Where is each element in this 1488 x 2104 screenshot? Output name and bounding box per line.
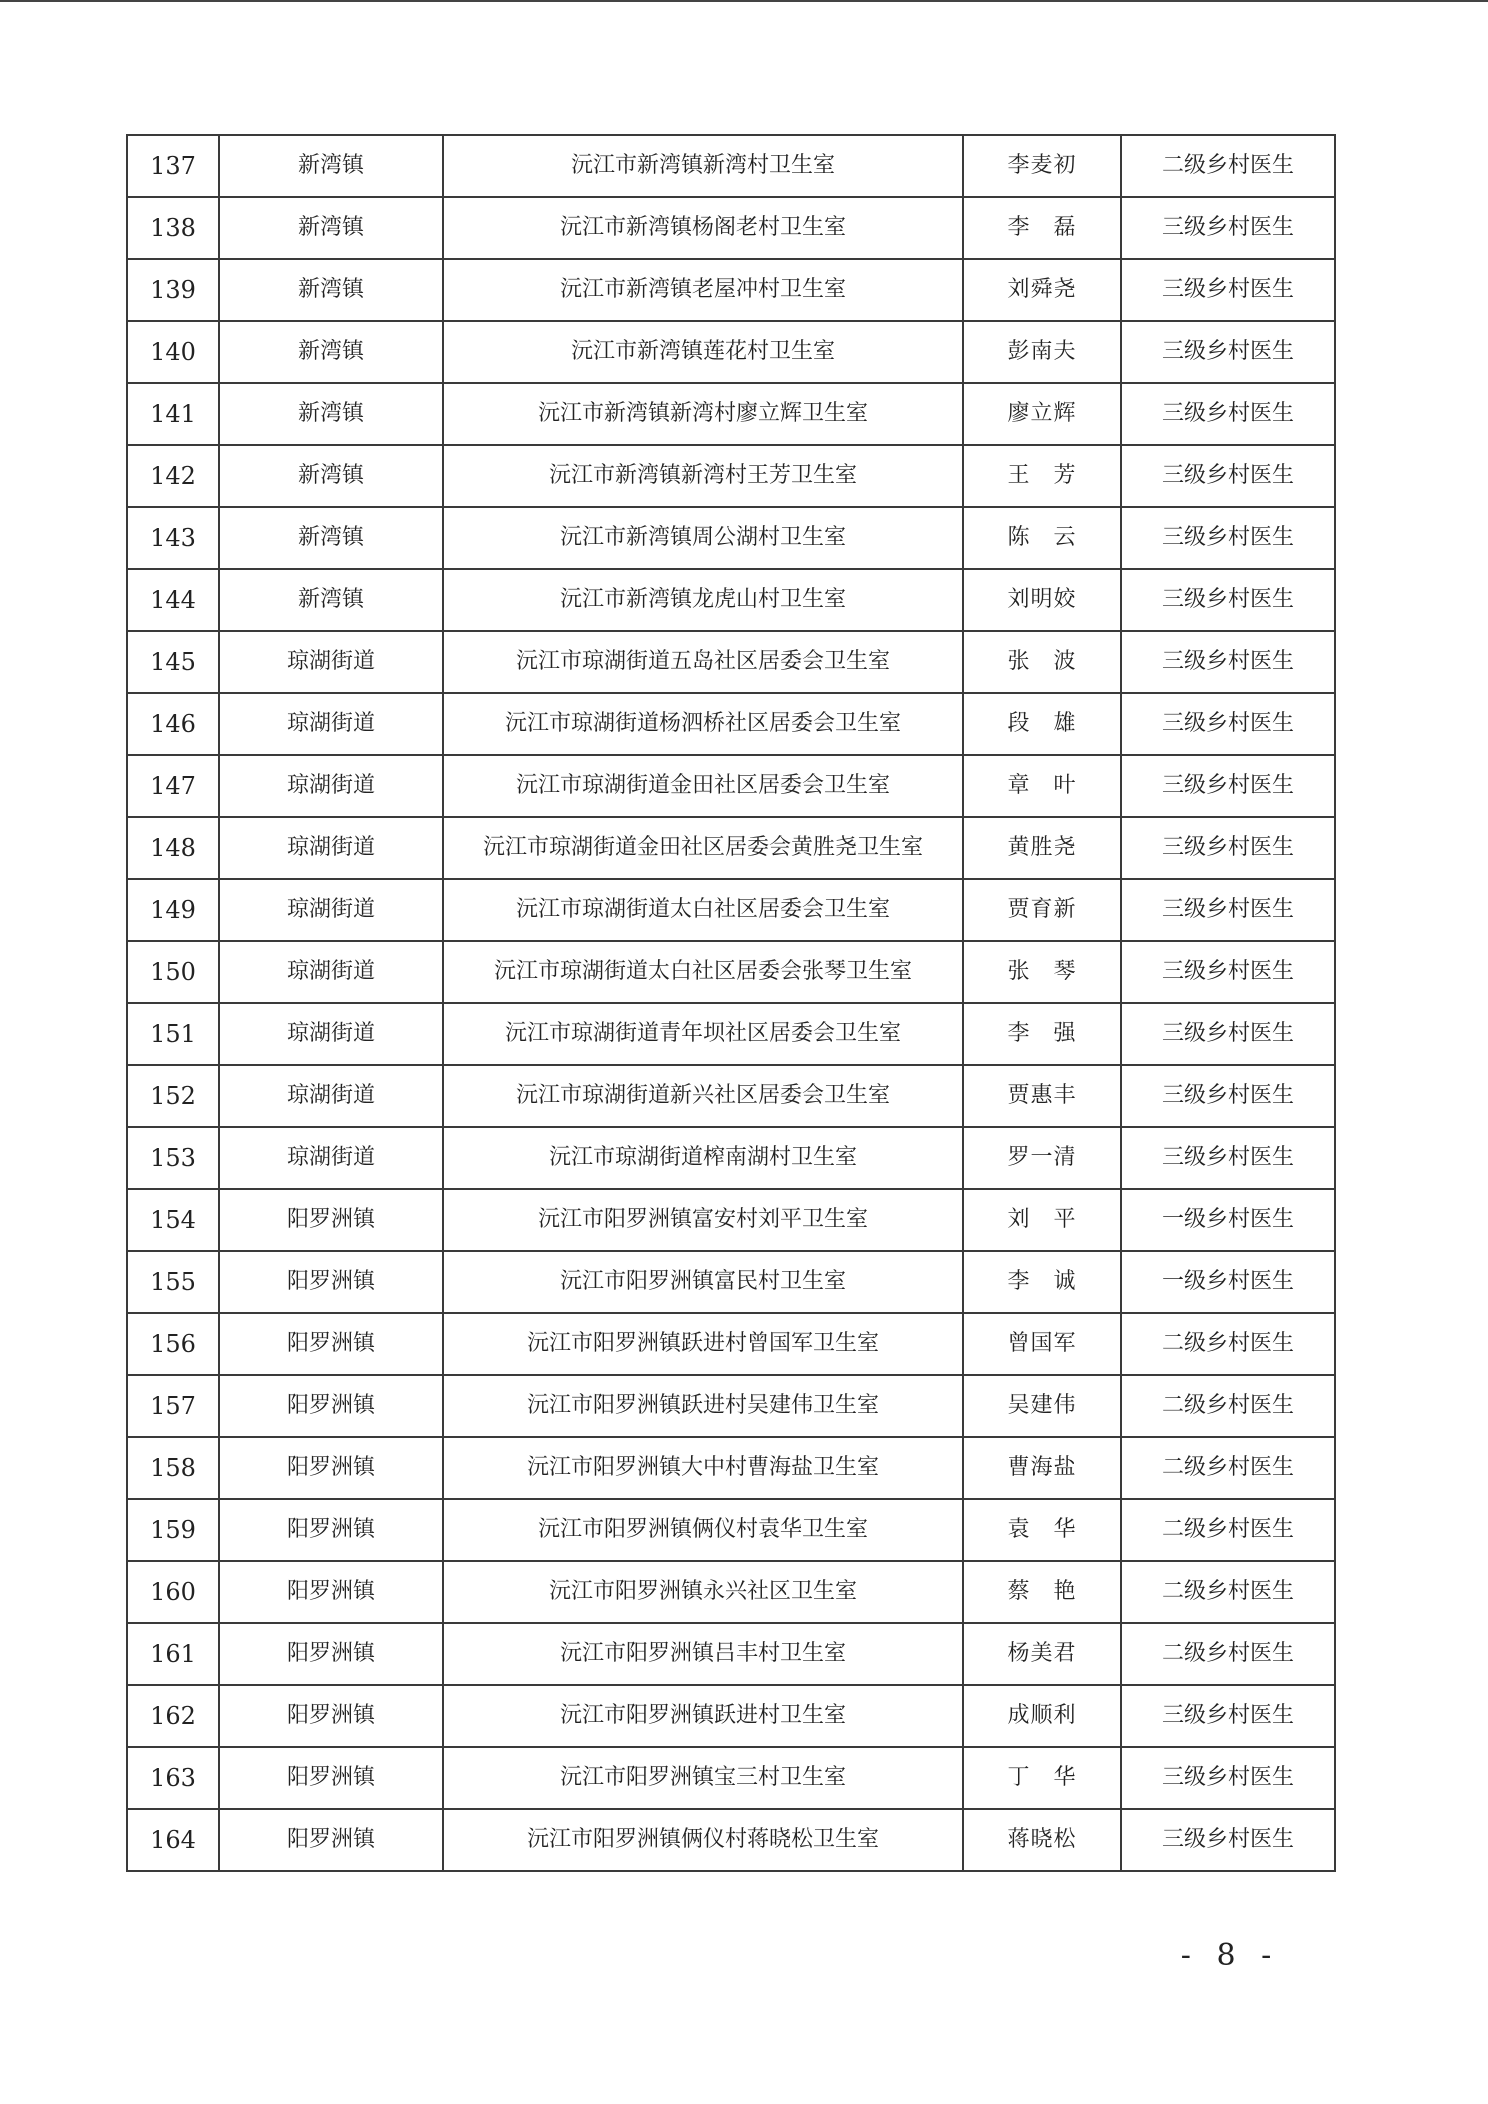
cell-doctor-level: 三级乡村医生 [1121, 817, 1335, 879]
table-row [127, 135, 1335, 197]
cell-serial-number: 152 [127, 1065, 219, 1127]
cell-town: 新湾镇 [219, 259, 443, 321]
cell-town: 阳罗洲镇 [219, 1809, 443, 1871]
cell-serial-number: 151 [127, 1003, 219, 1065]
table-row [127, 1809, 1335, 1871]
cell-clinic-name: 沅江市阳罗洲镇永兴社区卫生室 [443, 1561, 963, 1623]
cell-serial-number: 143 [127, 507, 219, 569]
table-row [127, 1561, 1335, 1623]
cell-town: 阳罗洲镇 [219, 1251, 443, 1313]
cell-doctor-level: 二级乡村医生 [1121, 1623, 1335, 1685]
table-row [127, 1065, 1335, 1127]
cell-serial-number: 142 [127, 445, 219, 507]
cell-town: 新湾镇 [219, 445, 443, 507]
cell-doctor-name: 廖立辉 [963, 383, 1121, 445]
cell-clinic-name: 沅江市新湾镇新湾村卫生室 [443, 135, 963, 197]
cell-serial-number: 137 [127, 135, 219, 197]
clinic-doctor-table [126, 134, 1336, 1872]
cell-doctor-name: 成顺利 [963, 1685, 1121, 1747]
cell-town: 琼湖街道 [219, 879, 443, 941]
cell-serial-number: 153 [127, 1127, 219, 1189]
cell-doctor-level: 三级乡村医生 [1121, 941, 1335, 1003]
cell-clinic-name: 沅江市新湾镇周公湖村卫生室 [443, 507, 963, 569]
cell-town: 阳罗洲镇 [219, 1189, 443, 1251]
cell-doctor-level: 二级乡村医生 [1121, 1437, 1335, 1499]
cell-doctor-name: 李 强 [963, 1003, 1121, 1065]
cell-doctor-name: 李 诚 [963, 1251, 1121, 1313]
cell-town: 阳罗洲镇 [219, 1561, 443, 1623]
cell-clinic-name: 沅江市阳罗洲镇富安村刘平卫生室 [443, 1189, 963, 1251]
cell-doctor-level: 三级乡村医生 [1121, 1747, 1335, 1809]
top-border-line [0, 0, 1488, 2]
cell-doctor-name: 蒋晓松 [963, 1809, 1121, 1871]
cell-town: 阳罗洲镇 [219, 1499, 443, 1561]
cell-doctor-level: 三级乡村医生 [1121, 321, 1335, 383]
cell-doctor-level: 三级乡村医生 [1121, 1685, 1335, 1747]
cell-clinic-name: 沅江市阳罗洲镇俩仪村蒋晓松卫生室 [443, 1809, 963, 1871]
cell-clinic-name: 沅江市琼湖街道金田社区居委会卫生室 [443, 755, 963, 817]
cell-doctor-level: 一级乡村医生 [1121, 1189, 1335, 1251]
cell-serial-number: 155 [127, 1251, 219, 1313]
cell-town: 阳罗洲镇 [219, 1685, 443, 1747]
cell-doctor-name: 黄胜尧 [963, 817, 1121, 879]
cell-town: 阳罗洲镇 [219, 1375, 443, 1437]
cell-doctor-level: 三级乡村医生 [1121, 197, 1335, 259]
cell-doctor-level: 三级乡村医生 [1121, 383, 1335, 445]
table-row [127, 1685, 1335, 1747]
cell-serial-number: 146 [127, 693, 219, 755]
cell-clinic-name: 沅江市阳罗洲镇宝三村卫生室 [443, 1747, 963, 1809]
cell-serial-number: 157 [127, 1375, 219, 1437]
cell-town: 阳罗洲镇 [219, 1313, 443, 1375]
cell-clinic-name: 沅江市琼湖街道新兴社区居委会卫生室 [443, 1065, 963, 1127]
cell-town: 新湾镇 [219, 321, 443, 383]
cell-town: 琼湖街道 [219, 941, 443, 1003]
cell-serial-number: 141 [127, 383, 219, 445]
cell-doctor-level: 三级乡村医生 [1121, 631, 1335, 693]
cell-doctor-name: 张 琴 [963, 941, 1121, 1003]
cell-doctor-name: 曾国军 [963, 1313, 1121, 1375]
cell-clinic-name: 沅江市阳罗洲镇俩仪村袁华卫生室 [443, 1499, 963, 1561]
cell-town: 新湾镇 [219, 507, 443, 569]
cell-doctor-name: 丁 华 [963, 1747, 1121, 1809]
cell-doctor-level: 二级乡村医生 [1121, 1313, 1335, 1375]
cell-serial-number: 148 [127, 817, 219, 879]
cell-town: 新湾镇 [219, 569, 443, 631]
cell-serial-number: 144 [127, 569, 219, 631]
table-row [127, 1375, 1335, 1437]
table-row [127, 1003, 1335, 1065]
cell-serial-number: 138 [127, 197, 219, 259]
cell-doctor-level: 三级乡村医生 [1121, 1809, 1335, 1871]
cell-clinic-name: 沅江市新湾镇新湾村廖立辉卫生室 [443, 383, 963, 445]
table-row [127, 817, 1335, 879]
cell-town: 琼湖街道 [219, 1065, 443, 1127]
cell-serial-number: 139 [127, 259, 219, 321]
table-row [127, 507, 1335, 569]
cell-clinic-name: 沅江市琼湖街道青年坝社区居委会卫生室 [443, 1003, 963, 1065]
cell-serial-number: 156 [127, 1313, 219, 1375]
table-row [127, 1623, 1335, 1685]
cell-doctor-name: 刘舜尧 [963, 259, 1121, 321]
table-row [127, 1127, 1335, 1189]
cell-town: 琼湖街道 [219, 631, 443, 693]
page-number: - 8 - [1180, 1938, 1280, 1973]
cell-serial-number: 158 [127, 1437, 219, 1499]
cell-clinic-name: 沅江市琼湖街道杨泗桥社区居委会卫生室 [443, 693, 963, 755]
cell-doctor-name: 陈 云 [963, 507, 1121, 569]
cell-doctor-level: 二级乡村医生 [1121, 135, 1335, 197]
cell-doctor-level: 二级乡村医生 [1121, 1561, 1335, 1623]
cell-clinic-name: 沅江市新湾镇莲花村卫生室 [443, 321, 963, 383]
table-row [127, 1251, 1335, 1313]
cell-doctor-name: 蔡 艳 [963, 1561, 1121, 1623]
cell-town: 琼湖街道 [219, 1127, 443, 1189]
cell-serial-number: 149 [127, 879, 219, 941]
cell-serial-number: 162 [127, 1685, 219, 1747]
table-row [127, 1499, 1335, 1561]
cell-town: 新湾镇 [219, 383, 443, 445]
cell-doctor-name: 杨美君 [963, 1623, 1121, 1685]
cell-doctor-name: 张 波 [963, 631, 1121, 693]
cell-doctor-name: 段 雄 [963, 693, 1121, 755]
cell-clinic-name: 沅江市琼湖街道金田社区居委会黄胜尧卫生室 [443, 817, 963, 879]
cell-clinic-name: 沅江市琼湖街道五岛社区居委会卫生室 [443, 631, 963, 693]
cell-doctor-level: 三级乡村医生 [1121, 1127, 1335, 1189]
cell-clinic-name: 沅江市新湾镇老屋冲村卫生室 [443, 259, 963, 321]
cell-doctor-level: 三级乡村医生 [1121, 1065, 1335, 1127]
cell-doctor-name: 王 芳 [963, 445, 1121, 507]
cell-clinic-name: 沅江市阳罗洲镇大中村曹海盐卫生室 [443, 1437, 963, 1499]
cell-clinic-name: 沅江市琼湖街道太白社区居委会卫生室 [443, 879, 963, 941]
cell-doctor-level: 三级乡村医生 [1121, 507, 1335, 569]
table-row [127, 1747, 1335, 1809]
cell-doctor-level: 三级乡村医生 [1121, 693, 1335, 755]
cell-serial-number: 163 [127, 1747, 219, 1809]
cell-doctor-name: 李 磊 [963, 197, 1121, 259]
cell-doctor-name: 章 叶 [963, 755, 1121, 817]
cell-town: 阳罗洲镇 [219, 1747, 443, 1809]
cell-serial-number: 164 [127, 1809, 219, 1871]
cell-doctor-level: 三级乡村医生 [1121, 1003, 1335, 1065]
table-row [127, 321, 1335, 383]
table-row [127, 445, 1335, 507]
table-row [127, 941, 1335, 1003]
cell-clinic-name: 沅江市阳罗洲镇吕丰村卫生室 [443, 1623, 963, 1685]
cell-clinic-name: 沅江市阳罗洲镇跃进村吴建伟卫生室 [443, 1375, 963, 1437]
cell-doctor-name: 刘 平 [963, 1189, 1121, 1251]
table-row [127, 197, 1335, 259]
cell-serial-number: 161 [127, 1623, 219, 1685]
cell-doctor-name: 李麦初 [963, 135, 1121, 197]
cell-doctor-level: 三级乡村医生 [1121, 569, 1335, 631]
cell-doctor-level: 三级乡村医生 [1121, 755, 1335, 817]
cell-town: 琼湖街道 [219, 1003, 443, 1065]
cell-doctor-name: 吴建伟 [963, 1375, 1121, 1437]
cell-doctor-level: 三级乡村医生 [1121, 445, 1335, 507]
table-body [127, 135, 1335, 1871]
cell-doctor-level: 二级乡村医生 [1121, 1375, 1335, 1437]
cell-clinic-name: 沅江市新湾镇杨阁老村卫生室 [443, 197, 963, 259]
table-row [127, 1189, 1335, 1251]
table-row [127, 755, 1335, 817]
cell-town: 阳罗洲镇 [219, 1623, 443, 1685]
cell-serial-number: 147 [127, 755, 219, 817]
cell-serial-number: 154 [127, 1189, 219, 1251]
table-row [127, 631, 1335, 693]
cell-doctor-name: 贾惠丰 [963, 1065, 1121, 1127]
cell-town: 琼湖街道 [219, 755, 443, 817]
table-row [127, 1437, 1335, 1499]
cell-town: 琼湖街道 [219, 693, 443, 755]
cell-town: 新湾镇 [219, 135, 443, 197]
cell-serial-number: 145 [127, 631, 219, 693]
cell-clinic-name: 沅江市阳罗洲镇跃进村曾国军卫生室 [443, 1313, 963, 1375]
cell-doctor-name: 刘明姣 [963, 569, 1121, 631]
cell-doctor-name: 袁 华 [963, 1499, 1121, 1561]
table-row [127, 1313, 1335, 1375]
cell-doctor-level: 三级乡村医生 [1121, 259, 1335, 321]
table-row [127, 693, 1335, 755]
cell-serial-number: 160 [127, 1561, 219, 1623]
cell-town: 琼湖街道 [219, 817, 443, 879]
cell-clinic-name: 沅江市琼湖街道太白社区居委会张琴卫生室 [443, 941, 963, 1003]
cell-doctor-level: 三级乡村医生 [1121, 879, 1335, 941]
cell-doctor-level: 二级乡村医生 [1121, 1499, 1335, 1561]
cell-doctor-name: 贾育新 [963, 879, 1121, 941]
cell-clinic-name: 沅江市阳罗洲镇跃进村卫生室 [443, 1685, 963, 1747]
cell-doctor-name: 曹海盐 [963, 1437, 1121, 1499]
table-row [127, 259, 1335, 321]
cell-town: 新湾镇 [219, 197, 443, 259]
cell-town: 阳罗洲镇 [219, 1437, 443, 1499]
table-row [127, 383, 1335, 445]
cell-serial-number: 150 [127, 941, 219, 1003]
cell-doctor-level: 一级乡村医生 [1121, 1251, 1335, 1313]
cell-clinic-name: 沅江市新湾镇新湾村王芳卫生室 [443, 445, 963, 507]
cell-clinic-name: 沅江市琼湖街道榨南湖村卫生室 [443, 1127, 963, 1189]
cell-doctor-name: 罗一清 [963, 1127, 1121, 1189]
cell-serial-number: 140 [127, 321, 219, 383]
cell-clinic-name: 沅江市新湾镇龙虎山村卫生室 [443, 569, 963, 631]
table-row [127, 879, 1335, 941]
cell-serial-number: 159 [127, 1499, 219, 1561]
table-row [127, 569, 1335, 631]
cell-doctor-name: 彭南夫 [963, 321, 1121, 383]
cell-clinic-name: 沅江市阳罗洲镇富民村卫生室 [443, 1251, 963, 1313]
